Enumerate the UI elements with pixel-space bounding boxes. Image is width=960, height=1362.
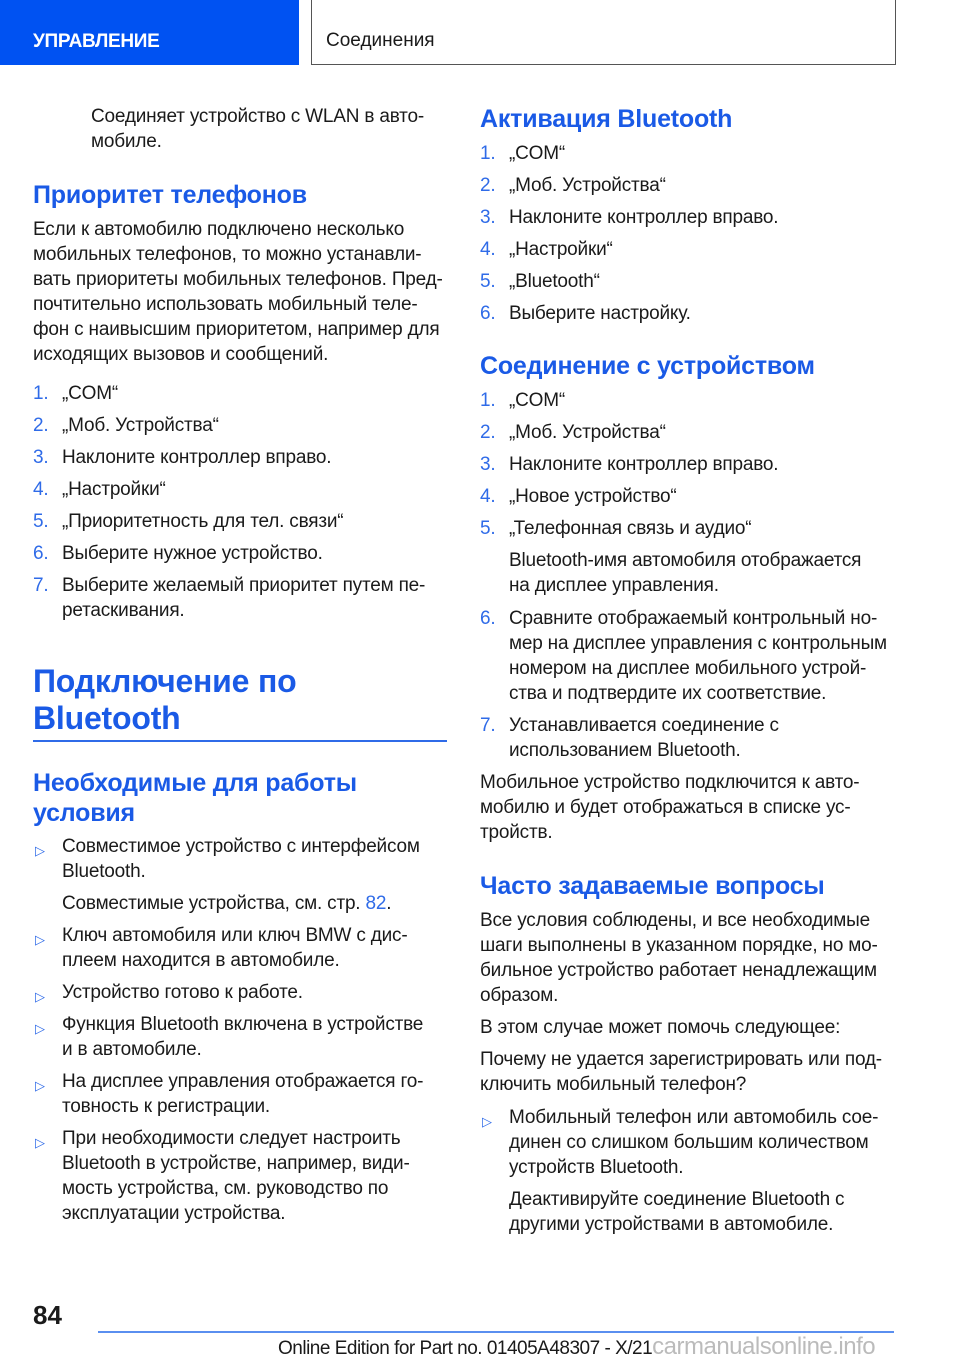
list-item bbox=[33, 573, 447, 623]
triangle-bullet-icon: ▷ bbox=[35, 1021, 45, 1036]
step-number: 2. bbox=[33, 415, 49, 436]
section-heading: Соединение с устройством bbox=[480, 352, 815, 380]
paragraph-line: Все условия соблюдены, и все необходимые bbox=[480, 910, 870, 931]
triangle-bullet-icon: ▷ bbox=[35, 843, 45, 858]
step-number: 1. bbox=[480, 390, 496, 411]
step-text: „Моб. Устройства“ bbox=[509, 175, 666, 196]
bullet-text: эксплуатации устройства. bbox=[62, 1203, 286, 1224]
section-tab: УПРАВЛЕНИЕ bbox=[0, 0, 299, 65]
list-item bbox=[480, 205, 896, 230]
list-item bbox=[480, 484, 896, 509]
step-text: „Приоритетность для тел. связи“ bbox=[62, 511, 344, 532]
bullet-text: товность к регистрации. bbox=[62, 1096, 270, 1117]
bullet-text: мость устройства, см. руководство по bbox=[62, 1178, 389, 1199]
step-text: Устанавливается соединение с bbox=[509, 715, 779, 736]
list-item bbox=[480, 606, 896, 706]
step-number: 7. bbox=[33, 575, 49, 596]
bullet-text: Bluetooth. bbox=[62, 861, 146, 882]
chapter-title: Соединения bbox=[311, 0, 896, 65]
bullet-text: Устройство готово к работе. bbox=[62, 982, 303, 1003]
step-text: „Моб. Устройства“ bbox=[62, 415, 219, 436]
intro-text: Соединяет устройство с WLAN в авто- bbox=[91, 106, 424, 127]
step-number: 3. bbox=[480, 454, 496, 475]
step-number: 2. bbox=[480, 422, 496, 443]
paragraph-line: фон с наивысшим приоритетом, например для bbox=[33, 319, 440, 340]
heading-rule bbox=[33, 740, 447, 742]
bullet-text: и в автомобиле. bbox=[62, 1039, 202, 1060]
bullet-text: устройств Bluetooth. bbox=[509, 1157, 684, 1178]
step-number: 6. bbox=[33, 543, 49, 564]
step-text: „COM“ bbox=[62, 383, 118, 404]
right-column bbox=[480, 0, 896, 1290]
step-text: „Bluetooth“ bbox=[509, 271, 600, 292]
step-text: Наклоните контроллер вправо. bbox=[62, 447, 332, 468]
step-number: 4. bbox=[480, 239, 496, 260]
step-number: 4. bbox=[480, 486, 496, 507]
paragraph-line: Если к автомобилю подключено несколько bbox=[33, 219, 405, 240]
paragraph-line: вать приоритеты мобильных телефонов. Пред- bbox=[33, 269, 443, 290]
bullet-note: Деактивируйте соединение Bluetooth с bbox=[509, 1189, 845, 1210]
paragraph-line: тройств. bbox=[480, 822, 553, 843]
list-item bbox=[33, 541, 447, 566]
step-number: 5. bbox=[480, 271, 496, 292]
step-text: „Моб. Устройства“ bbox=[509, 422, 666, 443]
list-item bbox=[480, 713, 896, 763]
bullet-text: динен со слишком большим количеством bbox=[509, 1132, 869, 1153]
chapter-heading: Подключение по bbox=[33, 663, 297, 699]
step-text: номером на дисплее мобильного устрой- bbox=[509, 658, 867, 679]
step-text: „Телефонная связь и аудио“ bbox=[509, 518, 752, 539]
step-text: Выберите настройку. bbox=[509, 303, 691, 324]
step-note: на дисплее управления. bbox=[509, 575, 719, 596]
step-text: ства и подтвердите их соответствие. bbox=[509, 683, 827, 704]
section-heading: Необходимые для работы bbox=[33, 769, 357, 797]
list-item bbox=[480, 237, 896, 262]
list-item bbox=[480, 173, 896, 198]
step-number: 1. bbox=[480, 143, 496, 164]
step-number: 6. bbox=[480, 303, 496, 324]
bullet-item bbox=[33, 980, 447, 1005]
bullet-item bbox=[33, 1012, 447, 1062]
step-number: 1. bbox=[33, 383, 49, 404]
list-item bbox=[33, 509, 447, 534]
step-text: Наклоните контроллер вправо. bbox=[509, 207, 779, 228]
list-item bbox=[480, 141, 896, 166]
bullet-text: плеем находится в автомобиле. bbox=[62, 950, 340, 971]
step-number: 2. bbox=[480, 175, 496, 196]
paragraph-line: образом. bbox=[480, 985, 559, 1006]
list-item bbox=[33, 477, 447, 502]
chapter-heading: Bluetooth bbox=[33, 700, 181, 736]
triangle-bullet-icon: ▷ bbox=[35, 1078, 45, 1093]
list-item bbox=[33, 381, 447, 406]
step-text: „COM“ bbox=[509, 390, 565, 411]
list-item bbox=[480, 269, 896, 294]
step-text: „Новое устройство“ bbox=[509, 486, 677, 507]
list-item bbox=[480, 388, 896, 413]
paragraph-line: ключить мобильный телефон? bbox=[480, 1074, 747, 1095]
left-column bbox=[33, 0, 447, 1290]
bullet-item bbox=[33, 923, 447, 973]
step-number: 4. bbox=[33, 479, 49, 500]
list-item bbox=[480, 301, 896, 326]
paragraph-line: шаги выполнены в указанном порядке, но мо- bbox=[480, 935, 878, 956]
page-link[interactable]: 82 bbox=[365, 893, 387, 914]
footer-edition bbox=[278, 1333, 875, 1361]
step-number: 5. bbox=[33, 511, 49, 532]
paragraph-line: мобильных телефонов, то можно устанавли- bbox=[33, 244, 422, 265]
edition-text: Online Edition for Part no. 01405A48307 - X/21 bbox=[278, 1338, 653, 1359]
bullet-item bbox=[33, 1126, 447, 1226]
step-number: 5. bbox=[480, 518, 496, 539]
list-item bbox=[480, 452, 896, 477]
bullet-item bbox=[33, 1069, 447, 1119]
paragraph-line: Почему не удается зарегистрировать или под- bbox=[480, 1049, 882, 1070]
paragraph-line: Мобильное устройство подключится к авто- bbox=[480, 772, 860, 793]
paragraph-line: исходящих вызовов и сообщений. bbox=[33, 344, 329, 365]
bullet-text: Ключ автомобиля или ключ BMW с дис- bbox=[62, 925, 408, 946]
step-text: использованием Bluetooth. bbox=[509, 740, 741, 761]
intro-text: мобиле. bbox=[91, 131, 162, 152]
bullet-text: Мобильный телефон или автомобиль сое- bbox=[509, 1107, 879, 1128]
triangle-bullet-icon: ▷ bbox=[482, 1114, 492, 1129]
paragraph-line: почтительно использовать мобильный теле- bbox=[33, 294, 418, 315]
section-heading: условия bbox=[33, 799, 135, 827]
bullet-text: Bluetooth в устройстве, например, види- bbox=[62, 1153, 410, 1174]
step-text: „COM“ bbox=[509, 143, 565, 164]
step-text: Выберите желаемый приоритет путем пе- bbox=[62, 575, 426, 596]
bullet-text: На дисплее управления отображается го- bbox=[62, 1071, 424, 1092]
section-heading: Часто задаваемые вопросы bbox=[480, 872, 825, 900]
step-text: „Настройки“ bbox=[509, 239, 613, 260]
triangle-bullet-icon: ▷ bbox=[35, 1135, 45, 1150]
list-item bbox=[33, 413, 447, 438]
bullet-text: Функция Bluetooth включена в устройстве bbox=[62, 1014, 424, 1035]
step-note: Bluetooth-имя автомобиля отображается bbox=[509, 550, 862, 571]
paragraph-line: мобилю и будет отображаться в списке ус- bbox=[480, 797, 851, 818]
triangle-bullet-icon: ▷ bbox=[35, 989, 45, 1004]
section-heading: Активация Bluetooth bbox=[480, 105, 733, 133]
step-text: мер на дисплее управления с контрольным bbox=[509, 633, 887, 654]
step-number: 3. bbox=[480, 207, 496, 228]
paragraph-line: бильное устройство работает ненадлежащим bbox=[480, 960, 877, 981]
bullet-text: При необходимости следует настроить bbox=[62, 1128, 401, 1149]
step-number: 3. bbox=[33, 447, 49, 468]
section-heading: Приоритет телефонов bbox=[33, 181, 307, 209]
note-dot: . bbox=[386, 893, 392, 914]
bullet-item bbox=[480, 1105, 896, 1237]
step-number: 7. bbox=[480, 715, 496, 736]
list-item bbox=[480, 516, 896, 598]
step-text: „Настройки“ bbox=[62, 479, 166, 500]
paragraph-line: В этом случае может помочь следующее: bbox=[480, 1017, 841, 1038]
page-number: 84 bbox=[33, 1300, 62, 1330]
step-text: Выберите нужное устройство. bbox=[62, 543, 323, 564]
watermark[interactable]: carmanualsonline.info bbox=[652, 1333, 876, 1360]
note-text: Совместимые устройства, см. стр. bbox=[62, 893, 366, 914]
bullet-text: Совместимое устройство с интерфейсом bbox=[62, 836, 420, 857]
step-number: 6. bbox=[480, 608, 496, 629]
step-text: Сравните отображаемый контрольный но- bbox=[509, 608, 878, 629]
bullet-note: другими устройствами в автомобиле. bbox=[509, 1214, 834, 1235]
step-text: Наклоните контроллер вправо. bbox=[509, 454, 779, 475]
triangle-bullet-icon: ▷ bbox=[35, 932, 45, 947]
list-item bbox=[480, 420, 896, 445]
step-text: ретаскивания. bbox=[62, 600, 185, 621]
bullet-item bbox=[33, 834, 447, 916]
list-item bbox=[33, 445, 447, 470]
bullet-note bbox=[62, 891, 447, 916]
